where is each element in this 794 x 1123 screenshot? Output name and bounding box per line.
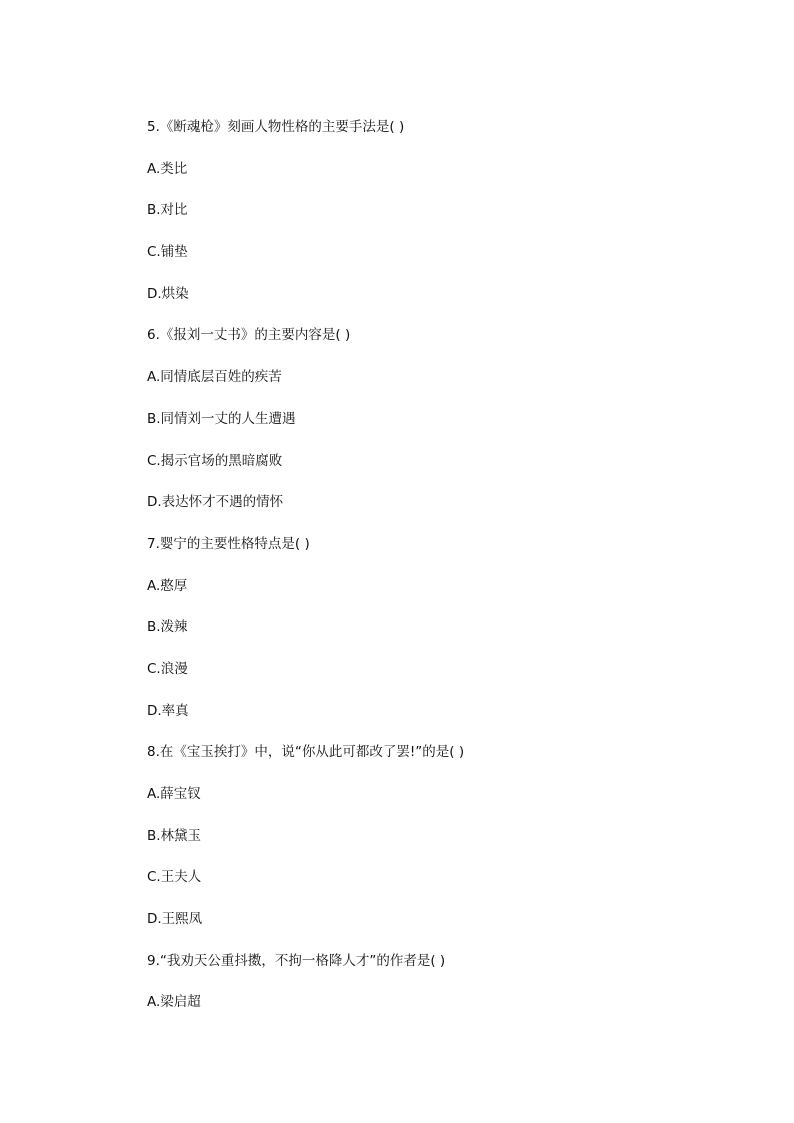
question-7-option-d: D.率真 xyxy=(147,702,189,719)
question-8-option-a: A.薛宝钗 xyxy=(147,786,201,802)
question-9-stem: 9.“我劝天公重抖擞，不拘一格降人才”的作者是( ) xyxy=(147,952,446,969)
question-5-option-a: A.类比 xyxy=(147,160,188,177)
question-8-option-b: B.林黛玉 xyxy=(147,827,202,844)
question-8-option-c: C.王夫人 xyxy=(147,869,202,886)
question-7-option-a: A.憨厚 xyxy=(147,577,188,594)
question-6-option-d: D.表达怀才不遇的情怀 xyxy=(147,494,284,511)
question-6-option-c: C.揭示官场的黑暗腐败 xyxy=(147,452,283,469)
question-7-option-b: B.泼辣 xyxy=(147,619,188,636)
question-5-option-d: D.烘染 xyxy=(147,285,189,302)
question-5-option-c: C.铺垫 xyxy=(147,244,188,261)
question-7-option-c: C.浪漫 xyxy=(147,660,188,677)
question-6-stem: 6.《报刘一丈书》的主要内容是( ) xyxy=(147,327,351,344)
question-5-stem: 5.《断魂枪》刻画人物性格的主要手法是( ) xyxy=(147,119,405,135)
question-8-stem: 8.在《宝玉挨打》中，说“你从此可都改了罢!”的是( ) xyxy=(147,744,465,761)
question-5-option-b: B.对比 xyxy=(147,202,188,219)
question-8-option-d: D.王熙凤 xyxy=(147,911,203,928)
question-list xyxy=(147,117,747,1034)
question-6-option-a: A.同情底层百姓的疾苦 xyxy=(147,369,282,386)
question-9-option-a: A.梁启超 xyxy=(147,994,201,1011)
question-6-option-b: B.同情刘一丈的人生遭遇 xyxy=(147,410,296,427)
question-7-stem: 7.婴宁的主要性格特点是( ) xyxy=(147,535,310,552)
